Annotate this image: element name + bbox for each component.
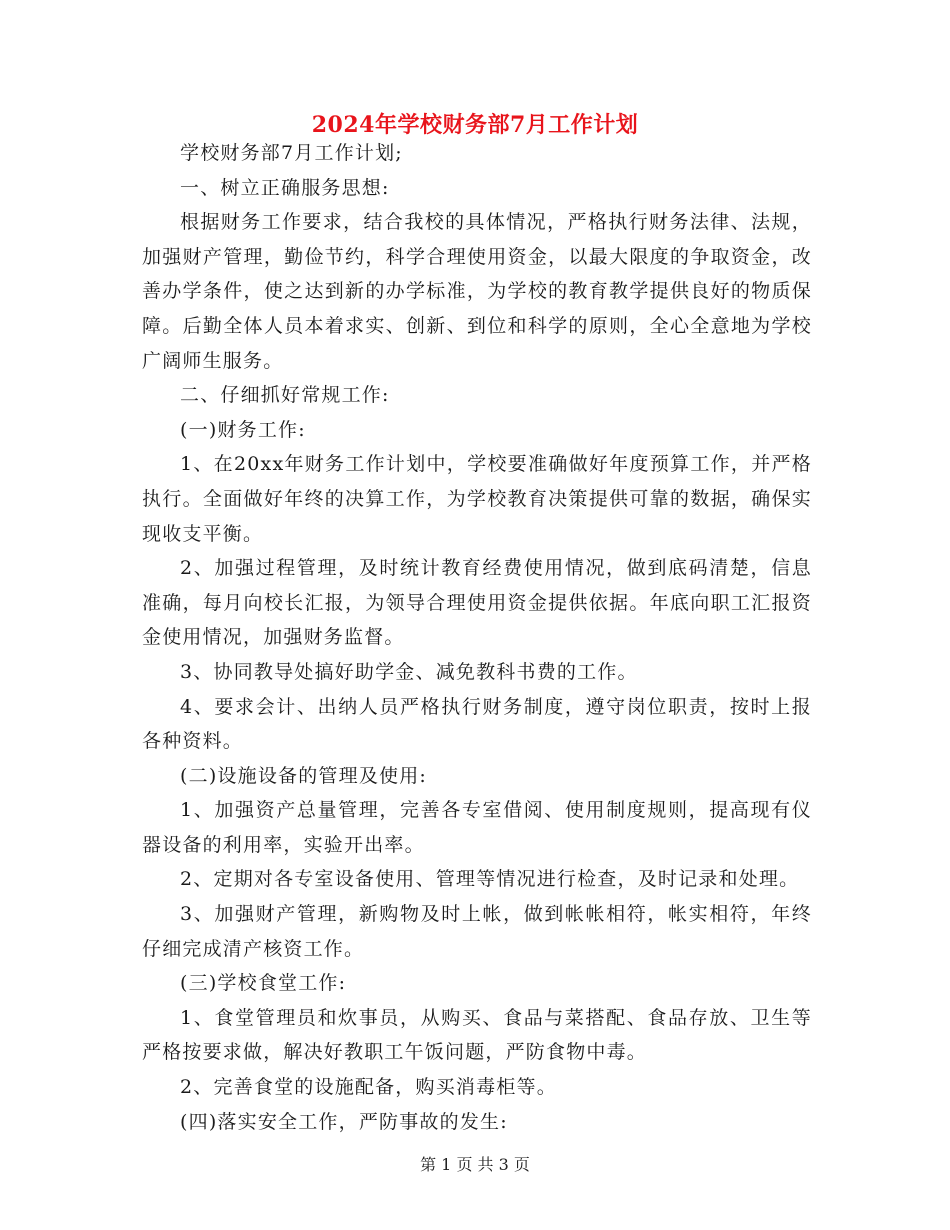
document-title: 2024年学校财务部7月工作计划 bbox=[311, 112, 639, 138]
paragraph: 2、完善食堂的设施配备，购买消毒柜等。 bbox=[180, 1076, 557, 1099]
paragraph: 2、加强过程管理，及时统计教育经费使用情况，做到底码清楚，信息准确，每月向校长汇报，为领导合理使用资金提供依据。年底向职工汇报资金使用情况，加强财务监督。 bbox=[142, 557, 812, 649]
subsection-heading: (二)设施设备的管理及使用: bbox=[180, 764, 428, 787]
section-heading: 一、树立正确服务思想: bbox=[180, 176, 390, 199]
paragraph: 2、定期对各专室设备使用、管理等情况进行检查，及时记录和处理。 bbox=[180, 868, 800, 891]
paragraph: 3、协同教导处搞好助学金、减免教科书费的工作。 bbox=[180, 660, 638, 683]
subsection-heading: (三)学校食堂工作: bbox=[180, 972, 347, 995]
subsection-heading: (一)财务工作: bbox=[180, 418, 306, 441]
subsection-heading: (四)落实安全工作，严防事故的发生: bbox=[180, 1110, 508, 1133]
paragraph: 1、在20xx年财务工作计划中，学校要准确做好年度预算工作，并严格执行。全面做好年终的决算工作，为学校教育决策提供可靠的数据，确保实现收支平衡。 bbox=[142, 453, 812, 545]
document-body bbox=[142, 136, 812, 1139]
paragraph: 根据财务工作要求，结合我校的具体情况，严格执行财务法律、法规，加强财产管理，勤俭节约，科学合理使用资金，以最大限度的争取资金，改善办学条件，使之达到新的办学标准，为学校的教育教学提供良好的物质保障。后勤全体人员本着求实、创新、到位和科学的原则，全心全意地为学校广阔师生服务。 bbox=[142, 211, 812, 372]
paragraph: 3、加强财产管理，新购物及时上帐，做到帐帐相符，帐实相符，年终仔细完成清产核资工作。 bbox=[142, 903, 812, 960]
paragraph: 1、加强资产总量管理，完善各专室借阅、使用制度规则，提高现有仪器设备的利用率，实验开出率。 bbox=[142, 799, 812, 856]
page-number-footer: 第 1 页 共 3 页 bbox=[420, 1155, 530, 1174]
paragraph: 学校财务部7月工作计划; bbox=[180, 142, 403, 164]
section-heading: 二、仔细抓好常规工作: bbox=[180, 384, 390, 407]
paragraph: 4、要求会计、出纳人员严格执行财务制度，遵守岗位职责，按时上报各种资料。 bbox=[142, 695, 812, 753]
paragraph: 1、食堂管理员和炊事员，从购买、食品与菜搭配、食品存放、卫生等严格按要求做，解决好教职工午饭问题，严防食物中毒。 bbox=[142, 1006, 812, 1064]
